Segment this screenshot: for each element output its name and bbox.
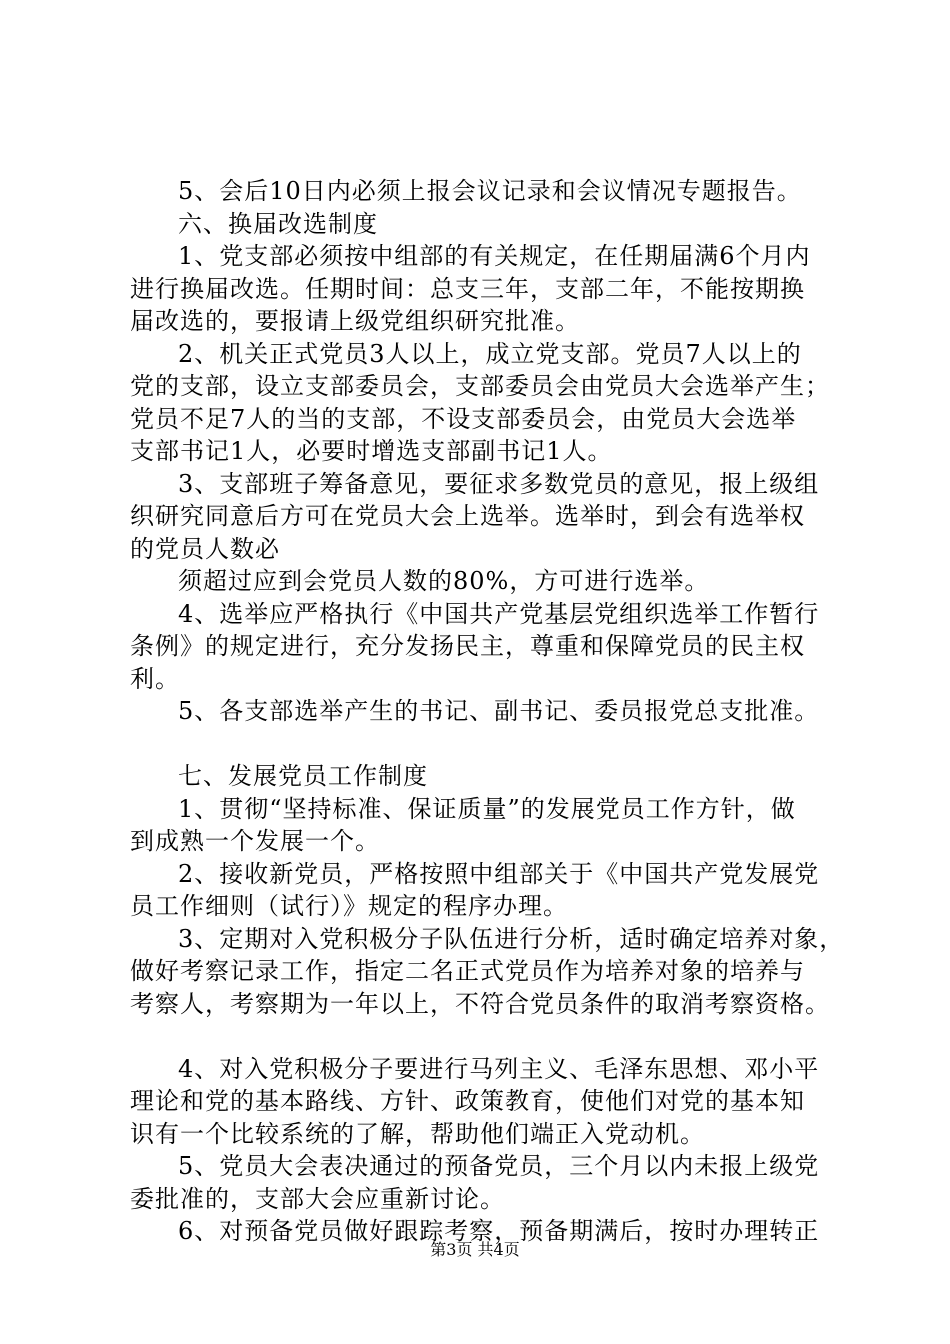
paragraph-line: 5、各支部选举产生的书记、副书记、委员报党总支批准。: [178, 697, 820, 725]
paragraph-line: 考察人，考察期为一年以上，不符合党员条件的取消考察资格。: [130, 989, 830, 1018]
paragraph-line: 员工作细则（试行）》规定的程序办理。: [130, 892, 568, 920]
blank-line: [130, 1020, 838, 1053]
paragraph-line: 织研究同意后方可在党员大会上选举。选举时，到会有选举权: [130, 502, 805, 530]
paragraph-line: 须超过应到会党员人数的80%，方可进行选举。: [178, 567, 710, 595]
section-heading: 六、换届改选制度: [178, 209, 378, 238]
paragraph-line: 识有一个比较系统的了解，帮助他们端正入党动机。: [130, 1119, 705, 1148]
paragraph-line: 4、对入党积极分子要进行马列主义、毛泽东思想、邓小平: [178, 1054, 820, 1083]
paragraph-line: 1、贯彻“坚持标准、保证质量”的发展党员工作方针，做: [178, 794, 796, 823]
paragraph-line: 2、接收新党员，严格按照中组部关于《中国共产党发展党: [178, 859, 820, 888]
paragraph-line: 3、支部班子筹备意见，要征求多数党员的意见，报上级组: [178, 469, 820, 498]
paragraph-line: 党员不足7人的当的支部，不设支部委员会，由党员大会选举: [130, 404, 797, 433]
document-body: [130, 175, 845, 1248]
paragraph-line: 届改选的，要报请上级党组织研究批准。: [130, 307, 580, 335]
paragraph-line: 5、会后10日内必须上报会议记录和会议情况专题报告。: [178, 177, 802, 205]
paragraph-line: 到成熟一个发展一个。: [130, 827, 380, 855]
paragraph-line: 2、机关正式党员3人以上，成立党支部。党员7人以上的: [178, 339, 802, 368]
paragraph-line: 党的支部，设立支部委员会，支部委员会由党员大会选举产生；: [130, 372, 830, 400]
paragraph-line: 4、选举应严格执行《中国共产党基层党组织选举工作暂行: [178, 599, 820, 628]
paragraph-line: 的党员人数必: [130, 534, 280, 563]
paragraph-line: 支部书记1人，必要时增选支部副书记1人。: [130, 437, 613, 465]
blank-line: [130, 728, 838, 761]
paragraph-line: 利。: [130, 664, 180, 693]
paragraph-line: 理论和党的基本路线、方针、政策教育，使他们对党的基本知: [130, 1087, 805, 1115]
paragraph-line: 3、定期对入党积极分子队伍进行分析，适时确定培养对象，: [178, 924, 845, 953]
paragraph-line: 委批准的，支部大会应重新讨论。: [130, 1184, 505, 1213]
paragraph-line: 1、党支部必须按中组部的有关规定，在任期届满6个月内: [178, 242, 811, 270]
paragraph-line: 6、对预备党员做好跟踪考察，预备期满后，按时办理转正: [178, 1217, 820, 1245]
page-footer: 第3页 共4页: [430, 1240, 520, 1259]
paragraph-line: 5、党员大会表决通过的预备党员，三个月以内未报上级党: [178, 1152, 820, 1180]
section-heading: 七、发展党员工作制度: [178, 762, 428, 790]
paragraph-line: 做好考察记录工作，指定二名正式党员作为培养对象的培养与: [130, 957, 805, 985]
paragraph-line: 条例》的规定进行，充分发扬民主，尊重和保障党员的民主权: [130, 632, 805, 660]
paragraph-line: 进行换届改选。任期时间：总支三年，支部二年，不能按期换: [130, 274, 805, 303]
